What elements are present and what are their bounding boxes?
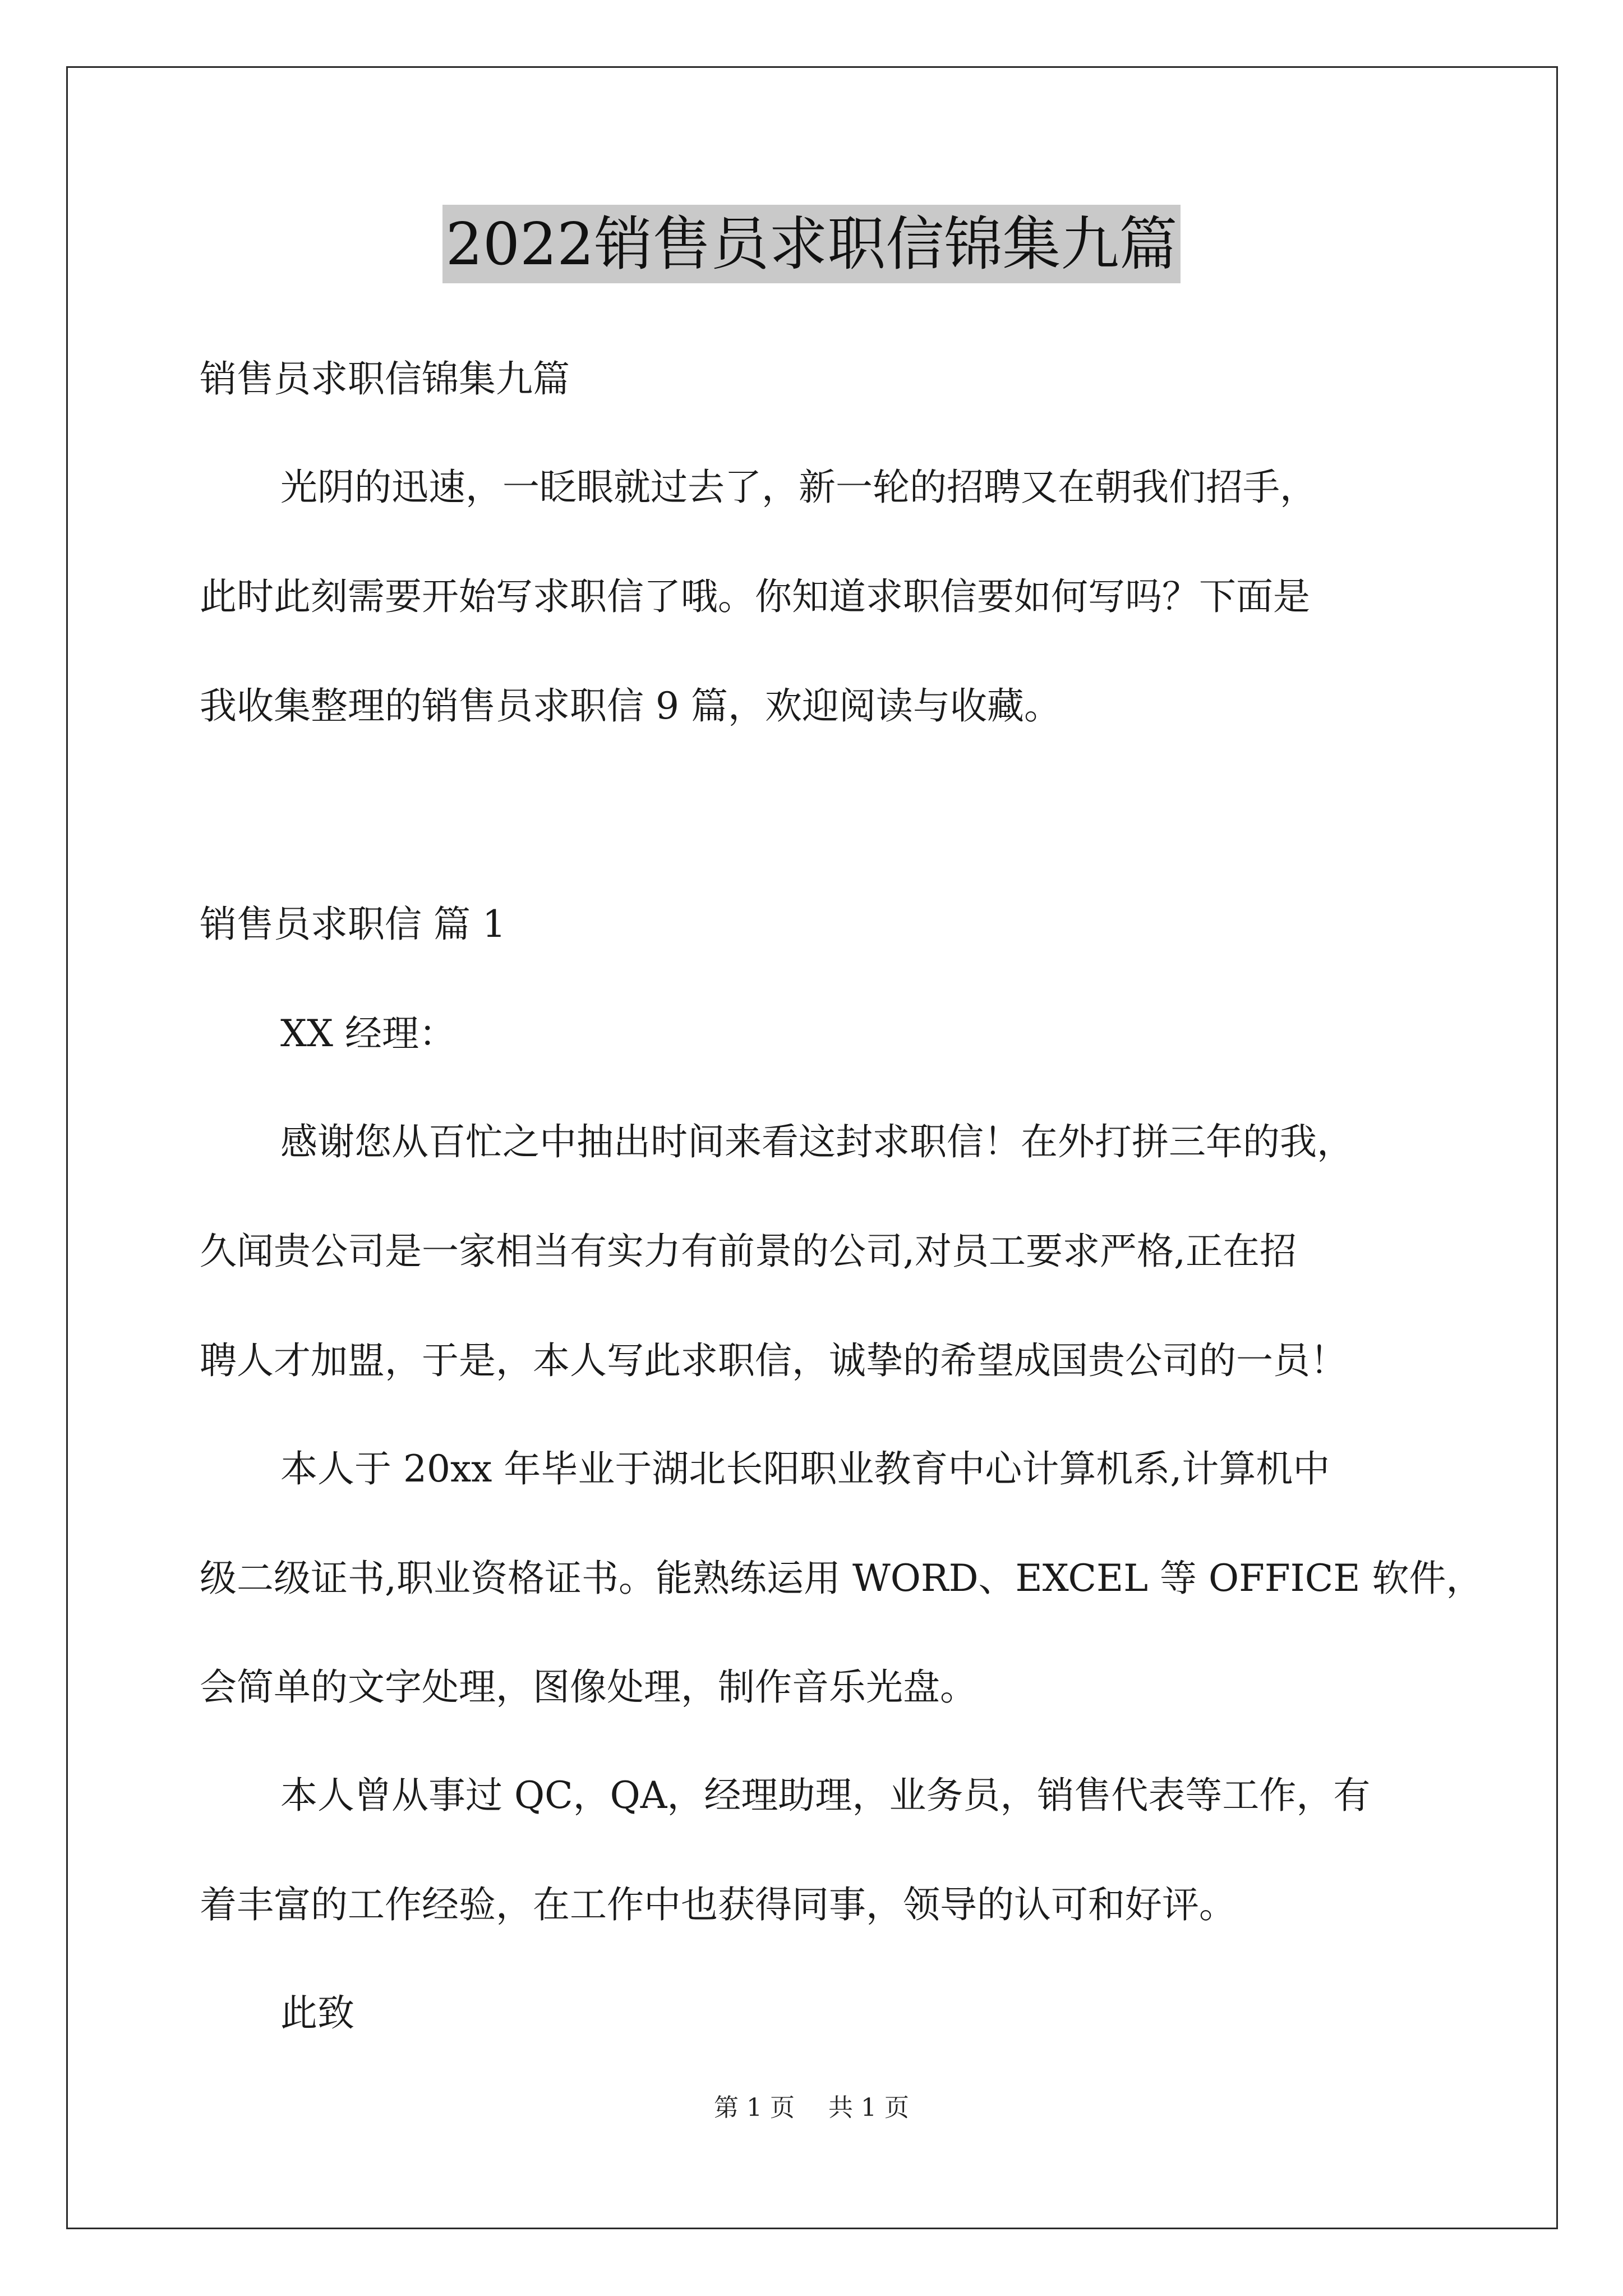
closing: 此致 xyxy=(280,1991,354,2035)
page-footer xyxy=(0,2091,1623,2125)
body-line: 久闻贵公司是一家相当有实力有前景的公司,对员工要求严格,正在招 xyxy=(200,1230,1297,1273)
body-line: 会简单的文字处理，图像处理，制作音乐光盘。 xyxy=(200,1665,977,1709)
salutation: XX 经理： xyxy=(280,1012,456,1055)
page-number: 第 1 页 xyxy=(714,2093,795,2122)
document-subtitle: 销售员求职信锦集九篇 xyxy=(200,357,570,401)
body-line: 聘人才加盟，于是，本人写此求职信，诚挚的希望成国贵公司的一员！ xyxy=(200,1339,1347,1382)
body-line: 着丰富的工作经验，在工作中也获得同事，领导的认可和好评。 xyxy=(200,1883,1236,1926)
intro-line: 此时此刻需要开始写求职信了哦。你知道求职信要如何写吗？下面是 xyxy=(200,575,1310,618)
intro-line: 光阴的迅速，一眨眼就过去了，新一轮的招聘又在朝我们招手， xyxy=(280,466,1317,509)
document-title: 2022销售员求职信锦集九篇 xyxy=(442,205,1181,283)
body-line: 本人于 20xx 年毕业于湖北长阳职业教育中心计算机系,计算机中 xyxy=(280,1447,1330,1490)
intro-line: 我收集整理的销售员求职信 9 篇，欢迎阅读与收藏。 xyxy=(200,684,1061,728)
section-heading: 销售员求职信 篇 1 xyxy=(200,903,506,946)
page-total: 共 1 页 xyxy=(828,2093,909,2122)
body-line: 感谢您从百忙之中抽出时间来看这封求职信！在外打拼三年的我， xyxy=(280,1120,1354,1163)
body-line: 本人曾从事过 QC，QA，经理助理，业务员，销售代表等工作，有 xyxy=(280,1774,1371,1817)
title-container xyxy=(0,205,1623,283)
body-line: 级二级证书,职业资格证书。能熟练运用 WORD、EXCEL 等 OFFICE 软件， xyxy=(200,1557,1483,1600)
